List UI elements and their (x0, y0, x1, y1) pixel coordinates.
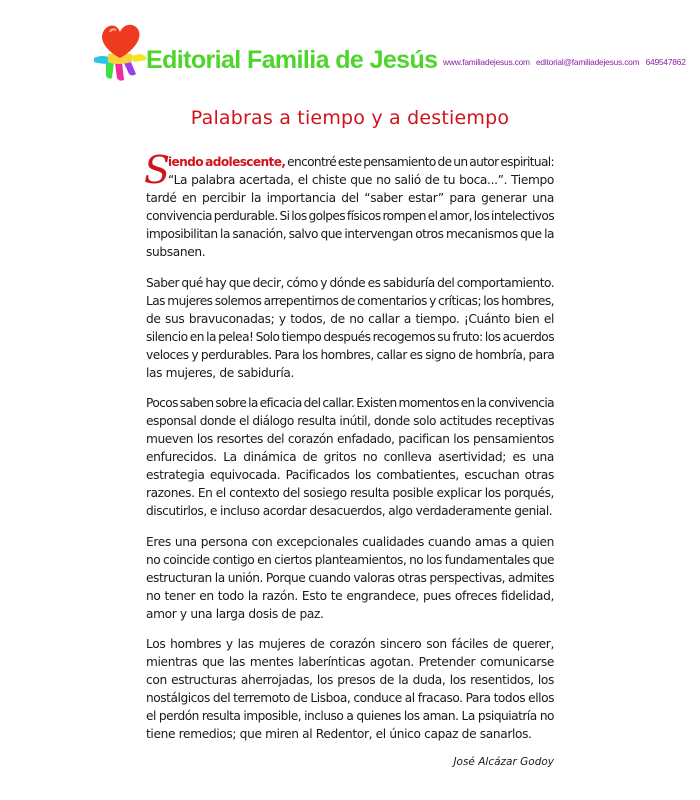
paragraph-line: tardé en percibir la importancia del “saber estar” para generar una (146, 191, 554, 205)
line-text: encontré este pensamiento de un autor espiritual: (285, 155, 554, 169)
paragraph-line: estrategia equivocada. Pacificados los combatientes, escuchan otras (146, 468, 554, 483)
paragraph-line: esponsal donde el diálogo resulta inútil, donde solo actitudes receptivas (146, 414, 554, 429)
paragraph-line: amor y una larga dosis de paz. (146, 606, 324, 621)
paragraph-line: razones. En el contexto del sosiego resulta posible explicar los porqués, (146, 486, 554, 501)
lead-phrase: iendo adolescente, (168, 155, 286, 169)
paragraph-line: Los hombres y las mujeres de corazón sincero son fáciles de querer, (146, 637, 554, 652)
paragraph-line: las mujeres, de sabiduría. (146, 365, 295, 380)
contact-info (443, 57, 690, 67)
paragraph-line: no tener en todo la razón. Esto te engrandece, pues ofreces fidelidad, (146, 588, 554, 603)
paragraph-line: mueven los resortes del corazón enfadado, pacifican los pensamientos (146, 432, 554, 447)
paragraph-line: “La palabra acertada, el chiste que no salió de tu boca...”. Tiempo (168, 173, 554, 187)
paragraph-line: silencio en la pelea! Solo tiempo después recogemos su fruto: los acuerdos (146, 329, 554, 344)
author-signature: José Alcázar Godoy (453, 756, 554, 768)
email-link[interactable]: editorial@familiadejesus.com (535, 57, 640, 67)
paragraph-line: con estructuras aherrojadas, los presos de la duda, los resentidos, los (146, 673, 554, 688)
paragraph-line: enfurecidos. La dinámica de gritos no conlleva asertividad; es una (146, 450, 554, 465)
paragraph-line: Saber qué hay que decir, cómo y dónde es sabiduría del comportamiento. (146, 275, 555, 290)
paragraph-line: el perdón resulta imposible, incluso a quienes los aman. La psiquiatría no (146, 709, 554, 724)
paragraph (146, 394, 554, 520)
paragraph-line: convivencia perdurable. Si los golpes físicos rompen el amor, los intelectivos (146, 209, 554, 223)
paragraph-line: de sus bravuconadas; y todos, de no callar a tiempo. ¡Cuánto bien el (146, 311, 554, 326)
paragraph-line: mientras que las mentes laberínticas agotan. Pretender comunicarse (146, 655, 554, 670)
paragraph-line: Pocos saben sobre la eficacia del callar. Existen momentos en la convivencia (146, 396, 554, 411)
paragraph-line: tiene remedios; que miren al Redentor, el único capaz de sanarlos. (146, 727, 532, 742)
paragraph-line: estructuran la unión. Porque cuando valoras otras perspectivas, admites (146, 570, 554, 585)
page-header (88, 16, 686, 86)
paragraph-line: veloces y perdurables. Para los hombres, callar es signo de hombría, para (146, 347, 555, 362)
paragraph-line: nostálgicos del terremoto de Lisboa, conduce al fracaso. Para todos ellos (146, 691, 554, 706)
paragraph-line: Las mujeres solemos arrepentirnos de comentarios y críticas; los hombres, (146, 293, 554, 308)
paragraph (146, 635, 554, 743)
article-body (144, 148, 555, 756)
paragraph (144, 148, 554, 261)
heart-hand-logo-icon (88, 18, 152, 82)
paragraph-line: Eres una persona con excepcionales cualidades cuando amas a quien (146, 534, 554, 549)
article-title: Palabras a tiempo y a destiempo (190, 107, 510, 129)
phone-number: 649547862 (645, 57, 686, 67)
website-link[interactable]: www.familiadejesus.com (443, 57, 530, 67)
paragraph (146, 274, 554, 382)
paragraph (146, 533, 554, 623)
paragraph-line (146, 153, 554, 171)
paragraph-line: imposibilitan la sanación, salvo que intervengan otros mecanismos que la (146, 227, 554, 241)
paragraph-line: no coincide contigo en ciertos planteamientos, no los fundamentales que (146, 552, 554, 567)
paragraph-line: subsanen. (146, 245, 206, 259)
publisher-name: Editorial Familia de Jesús (146, 46, 438, 74)
drop-cap: S (144, 148, 171, 192)
paragraph-line: discutirlos, e incluso acordar desacuerdos, algo verdaderamente genial. (146, 504, 553, 519)
